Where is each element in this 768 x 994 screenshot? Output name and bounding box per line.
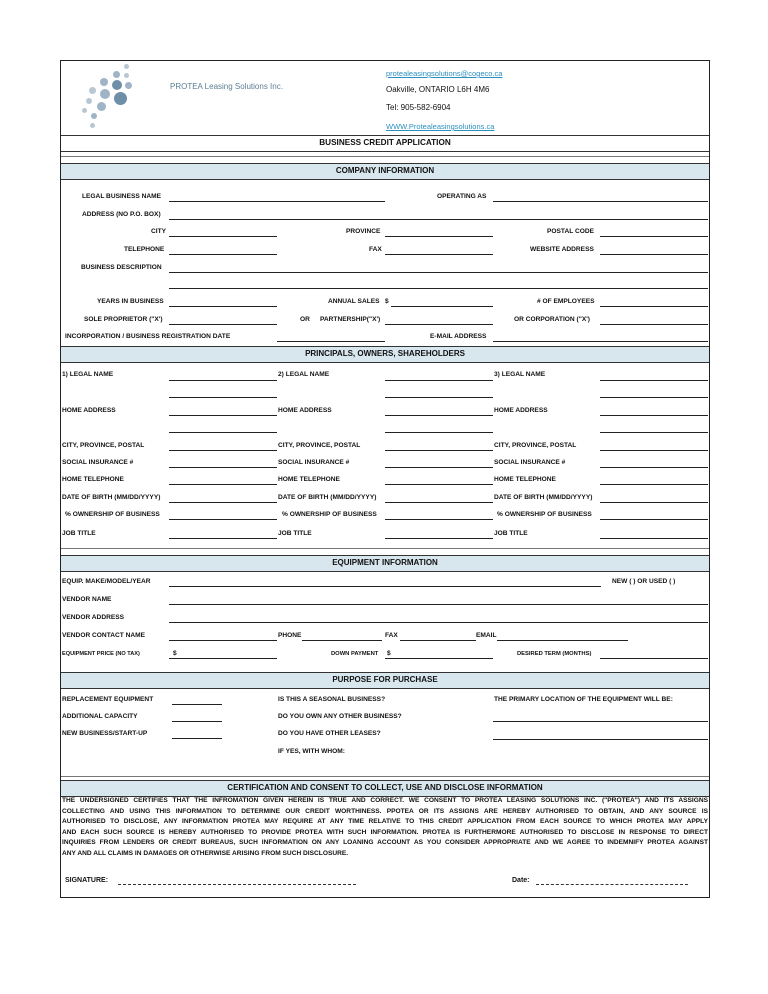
- principal-2-city-label: CITY, PROVINCE, POSTAL: [278, 442, 361, 449]
- address-label: ADDRESS (NO P.O. BOX): [82, 211, 161, 218]
- city-field[interactable]: [169, 236, 277, 237]
- down-payment-dollar: $: [387, 650, 391, 657]
- postal-code-label: POSTAL CODE: [547, 228, 595, 235]
- principal-2-home-address-label: HOME ADDRESS: [278, 407, 332, 414]
- employees-field[interactable]: [600, 306, 708, 307]
- email-link[interactable]: protealeasingsolutions@cogeco.ca: [386, 69, 503, 78]
- equipment-price-label: EQUIPMENT PRICE (NO TAX): [62, 651, 140, 657]
- equipment-make-field[interactable]: [169, 586, 601, 587]
- principal-1-dob-field[interactable]: [169, 502, 277, 503]
- city-label: CITY: [151, 228, 167, 235]
- signature-field[interactable]: [118, 884, 356, 885]
- principal-2-legal-name-label: 2) LEGAL NAME: [278, 371, 330, 378]
- principal-3-home-address-field-2[interactable]: [600, 432, 708, 433]
- address-field[interactable]: [169, 219, 708, 220]
- legal-business-name-label: LEGAL BUSINESS NAME: [82, 193, 162, 200]
- principal-1-legal-name-label: 1) LEGAL NAME: [62, 371, 114, 378]
- form-title: BUSINESS CREDIT APPLICATION: [61, 135, 709, 152]
- header-address: Oakville, ONTARIO L6H 4M6: [386, 85, 490, 94]
- certification-line-6: ANY AND ALL CLAIMS IN DAMAGES OR OTHERWISE ARISING FROM SUCH DISCLOSURE.: [62, 849, 349, 857]
- principal-1-dob-label: DATE OF BIRTH (MM/DD/YYYY): [62, 494, 161, 501]
- principal-3-ownership-field[interactable]: [600, 519, 708, 520]
- legal-business-name-field[interactable]: [169, 201, 385, 202]
- replacement-equipment-field[interactable]: [172, 704, 222, 705]
- sole-proprietor-label: SOLE PROPRIETOR ("X'): [84, 316, 163, 323]
- certification-line-2: COLLECTING AND USING THIS INFORMATION TO DETERMINE OUR CREDIT WORTHINESS. PPOTEA OR ITS ASSIGNS ARE HEREBY AUTHORISED TO OBTAIN, AND ANY SOURCE IS: [62, 807, 708, 815]
- principal-2-legal-name-field-2[interactable]: [385, 397, 493, 398]
- province-field[interactable]: [385, 236, 493, 237]
- principal-1-sin-label: SOCIAL INSURANCE #: [62, 459, 134, 466]
- desired-term-label: DESIRED TERM (MONTHS): [517, 651, 592, 657]
- certification-line-5: INQUIRIES FROM LENDERS OR CREDIT BUREAUS, SUCH INFORMATION ON ANY LOANING ACCOUNT AS YOU CONSIDER APPROPRIATE AND WE AGREE TO INDEMNIFY PROTEA AGAINST: [62, 839, 708, 847]
- principal-2-job-title-label: JOB TITLE: [278, 530, 312, 537]
- operating-as-field[interactable]: [493, 201, 708, 202]
- corporation-label: OR CORPORATION ("X'): [514, 316, 591, 323]
- certification-line-4: AND EACH SUCH SOURCE IS HEREBY AUTHORISED TO PROVIDE PROTEA WITH SUCH INFORMATION. PROTEA IS FURTHERMORE AUTHORISED TO DISCLOSE IN RESPONSE TO DIRECT: [62, 828, 708, 836]
- principal-1-home-address-field[interactable]: [169, 415, 277, 416]
- website-address-label: WEBSITE ADDRESS: [530, 246, 594, 253]
- company-email-field[interactable]: [493, 341, 708, 342]
- vendor-address-field[interactable]: [169, 622, 708, 623]
- principal-2-home-address-field-2[interactable]: [385, 432, 493, 433]
- telephone-label: TELEPHONE: [124, 246, 165, 253]
- principal-1-legal-name-field[interactable]: [169, 380, 277, 381]
- down-payment-field[interactable]: [385, 658, 493, 659]
- principal-2-dob-label: DATE OF BIRTH (MM/DD/YYYY): [278, 494, 377, 501]
- principal-1-city-label: CITY, PROVINCE, POSTAL: [62, 442, 145, 449]
- principal-1-home-telephone-label: HOME TELEPHONE: [62, 476, 124, 483]
- province-label: PROVINCE: [346, 228, 381, 235]
- primary-location-field[interactable]: [493, 721, 708, 722]
- vendor-contact-label: VENDOR CONTACT NAME: [62, 632, 146, 639]
- telephone-field[interactable]: [169, 254, 277, 255]
- employees-label: # OF EMPLOYEES: [537, 298, 595, 305]
- corporation-field[interactable]: [600, 324, 708, 325]
- section-purpose-for-purchase: PURPOSE FOR PURCHASE: [61, 672, 709, 689]
- sole-proprietor-field[interactable]: [169, 324, 277, 325]
- principal-3-home-address-field[interactable]: [600, 415, 708, 416]
- principal-2-sin-field[interactable]: [385, 467, 493, 468]
- years-in-business-field[interactable]: [169, 306, 277, 307]
- incorporation-date-label: INCORPORATION / BUSINESS REGISTRATION DATE: [65, 333, 231, 340]
- principal-3-sin-label: SOCIAL INSURANCE #: [494, 459, 566, 466]
- new-business-label: NEW BUSINESS/START-UP: [62, 730, 148, 737]
- vendor-address-label: VENDOR ADDRESS: [62, 614, 125, 621]
- annual-sales-dollar: $: [385, 298, 389, 305]
- vendor-email-field[interactable]: [497, 640, 628, 641]
- principal-1-job-title-label: JOB TITLE: [62, 530, 96, 537]
- principal-1-home-address-label: HOME ADDRESS: [62, 407, 116, 414]
- business-description-label: BUSINESS DESCRIPTION: [81, 264, 162, 271]
- principal-1-sin-field[interactable]: [169, 467, 277, 468]
- business-description-field-2[interactable]: [169, 288, 708, 289]
- principal-1-ownership-field[interactable]: [169, 519, 277, 520]
- protea-logo: [80, 62, 140, 134]
- years-in-business-label: YEARS IN BUSINESS: [97, 298, 164, 305]
- principal-2-ownership-label: % OWNERSHIP OF BUSINESS: [282, 511, 377, 518]
- additional-capacity-label: ADDITIONAL CAPACITY: [62, 713, 138, 720]
- principal-2-job-title-field[interactable]: [385, 538, 493, 539]
- website-link[interactable]: WWW.Protealeasingsolutions.ca: [386, 122, 495, 131]
- partnership-label: PARTNERSHIP("X'): [320, 316, 381, 323]
- section-certification: CERTIFICATION AND CONSENT TO COLLECT, USE AND DISCLOSE INFORMATION: [61, 780, 709, 797]
- principal-3-city-field[interactable]: [600, 450, 708, 451]
- other-leases-label: DO YOU HAVE OTHER LEASES?: [278, 730, 381, 737]
- certification-line-3: AUTHORISED TO DISCLOSE, ANY INFORMATION PROTEA MAY REQUIRE AT ANY TIME RELATIVE TO THIS CREDIT APPLICATION FROM EACH SOURCE TO WHICH PROTEA MAY APPLY: [62, 818, 708, 826]
- annual-sales-label: ANNUAL SALES: [328, 298, 380, 305]
- replacement-equipment-label: REPLACEMENT EQUIPMENT: [62, 696, 154, 703]
- principal-3-legal-name-field-2[interactable]: [600, 397, 708, 398]
- primary-location-field-2[interactable]: [493, 739, 708, 740]
- fax-field[interactable]: [385, 254, 493, 255]
- postal-code-field[interactable]: [600, 236, 708, 237]
- fax-label: FAX: [369, 246, 382, 253]
- new-business-field[interactable]: [172, 738, 222, 739]
- vendor-fax-label: FAX: [385, 632, 398, 639]
- company-name: PROTEA Leasing Solutions Inc.: [170, 82, 283, 91]
- with-whom-label: IF YES, WITH WHOM:: [278, 748, 345, 755]
- equipment-price-dollar: $: [173, 650, 177, 657]
- date-field[interactable]: [536, 884, 688, 885]
- business-description-field[interactable]: [169, 272, 708, 273]
- operating-as-label: OPERATING AS: [437, 193, 487, 200]
- vendor-contact-field[interactable]: [169, 640, 277, 641]
- vendor-phone-field[interactable]: [302, 640, 382, 641]
- principal-2-home-telephone-label: HOME TELEPHONE: [278, 476, 340, 483]
- partnership-field[interactable]: [385, 324, 493, 325]
- equipment-make-label: EQUIP. MAKE/MODEL/YEAR: [62, 578, 151, 585]
- principal-3-home-telephone-field[interactable]: [600, 484, 708, 485]
- vendor-name-field[interactable]: [169, 604, 708, 605]
- down-payment-label: DOWN PAYMENT: [331, 651, 379, 657]
- principal-2-sin-label: SOCIAL INSURANCE #: [278, 459, 350, 466]
- principal-1-city-field[interactable]: [169, 450, 277, 451]
- company-email-label: E-MAIL ADDRESS: [430, 333, 487, 340]
- section-principals: PRINCIPALS, OWNERS, SHAREHOLDERS: [61, 346, 709, 363]
- principal-1-ownership-label: % OWNERSHIP OF BUSINESS: [65, 511, 160, 518]
- seasonal-business-label: IS THIS A SEASONAL BUSINESS?: [278, 696, 386, 703]
- new-or-used-label: NEW ( ) OR USED ( ): [612, 578, 676, 585]
- desired-term-field[interactable]: [600, 658, 708, 659]
- principal-1-legal-name-field-2[interactable]: [169, 397, 277, 398]
- date-label: Date:: [512, 877, 530, 884]
- principal-2-city-field[interactable]: [385, 450, 493, 451]
- principal-3-dob-label: DATE OF BIRTH (MM/DD/YYYY): [494, 494, 593, 501]
- principal-1-home-address-field-2[interactable]: [169, 432, 277, 433]
- principal-3-legal-name-field[interactable]: [600, 380, 708, 381]
- principal-3-legal-name-label: 3) LEGAL NAME: [494, 371, 546, 378]
- principal-2-home-telephone-field[interactable]: [385, 484, 493, 485]
- certification-text: [62, 796, 708, 860]
- principal-1-job-title-field[interactable]: [169, 538, 277, 539]
- principal-3-home-address-label: HOME ADDRESS: [494, 407, 548, 414]
- annual-sales-field[interactable]: [391, 306, 493, 307]
- principal-3-job-title-label: JOB TITLE: [494, 530, 528, 537]
- principal-1-home-telephone-field[interactable]: [169, 484, 277, 485]
- section-company-information: COMPANY INFORMATION: [61, 163, 709, 180]
- principal-3-home-telephone-label: HOME TELEPHONE: [494, 476, 556, 483]
- or-label: OR: [300, 316, 310, 323]
- principal-3-ownership-label: % OWNERSHIP OF BUSINESS: [497, 511, 592, 518]
- principal-3-city-label: CITY, PROVINCE, POSTAL: [494, 442, 577, 449]
- signature-label: SIGNATURE:: [65, 877, 109, 884]
- principal-2-legal-name-field[interactable]: [385, 380, 493, 381]
- equipment-price-field[interactable]: [169, 658, 277, 659]
- principal-3-job-title-field[interactable]: [600, 538, 708, 539]
- form-frame: [60, 60, 710, 898]
- certification-line-1: THE UNDERSIGNED CERTIFIES THAT THE INFROMATION GIVEN HEREIN IS TRUE AND CORRECT. WE CONSENT TO PROTEA LEASING SOLUTIONS INC. ("PROTEA") AND ITS ASSIGNS: [62, 797, 708, 804]
- vendor-phone-label: PHONE: [278, 632, 302, 639]
- additional-capacity-field[interactable]: [172, 721, 222, 722]
- principal-2-home-address-field[interactable]: [385, 415, 493, 416]
- principal-3-dob-field[interactable]: [600, 502, 708, 503]
- principal-3-sin-field[interactable]: [600, 467, 708, 468]
- vendor-email-label: EMAIL: [476, 632, 497, 639]
- header-telephone: Tel: 905-582-6904: [386, 103, 451, 112]
- principal-2-ownership-field[interactable]: [385, 519, 493, 520]
- vendor-name-label: VENDOR NAME: [62, 596, 112, 603]
- website-address-field[interactable]: [600, 254, 708, 255]
- other-business-label: DO YOU OWN ANY OTHER BUSINESS?: [278, 713, 402, 720]
- section-equipment-information: EQUIPMENT INFORMATION: [61, 555, 709, 572]
- primary-location-label: THE PRIMARY LOCATION OF THE EQUIPMENT WILL BE:: [494, 696, 673, 703]
- principal-2-dob-field[interactable]: [385, 502, 493, 503]
- incorporation-date-field[interactable]: [277, 341, 385, 342]
- vendor-fax-field[interactable]: [400, 640, 476, 641]
